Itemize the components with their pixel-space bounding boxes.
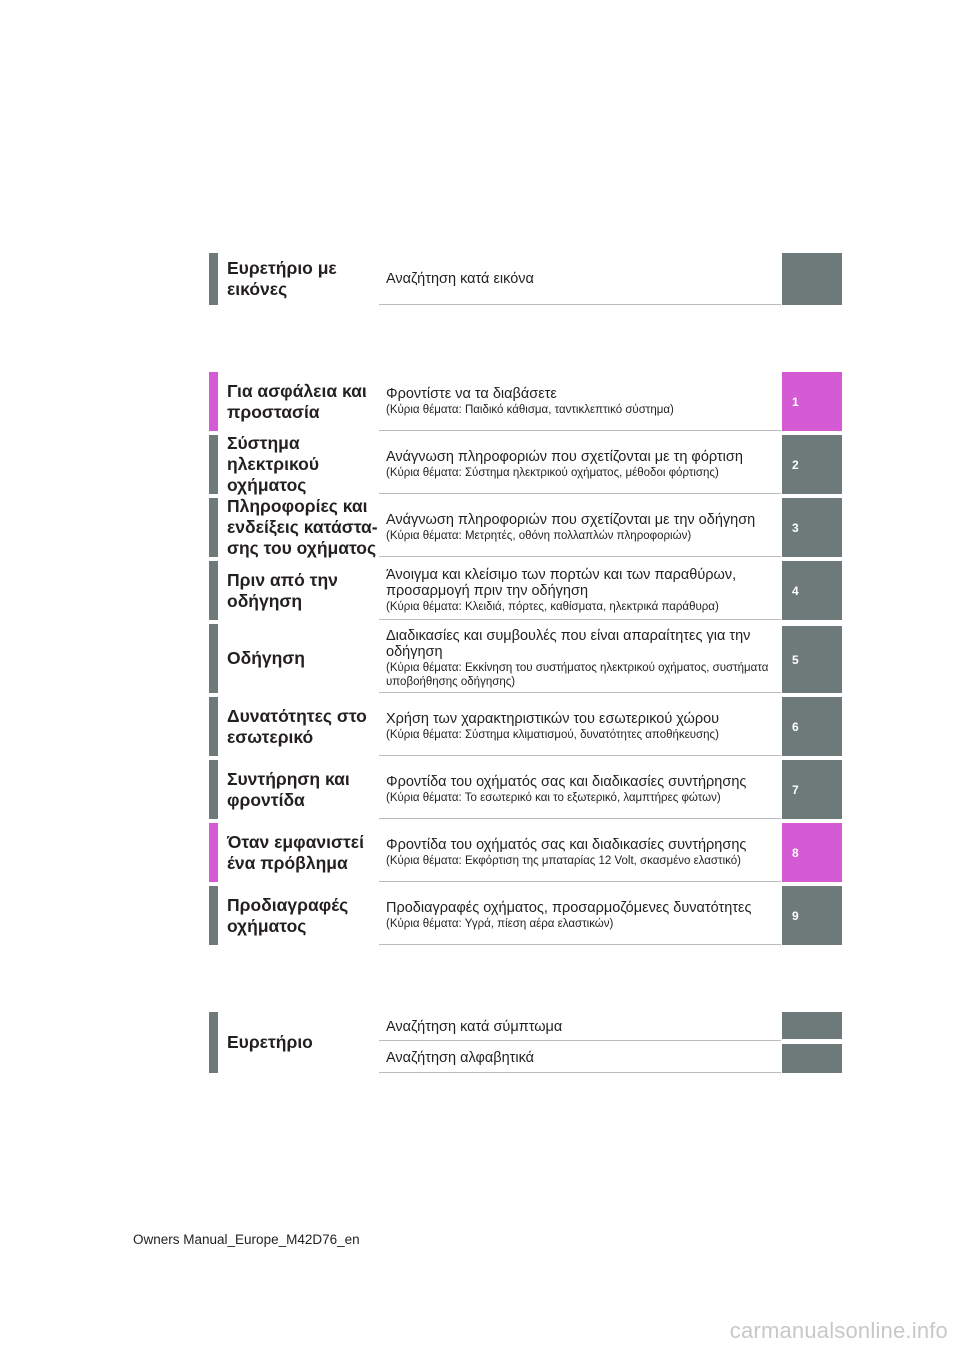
index-title: Ευρετήριο bbox=[227, 1032, 313, 1052]
index-symptom-tab[interactable] bbox=[782, 1012, 842, 1039]
chapter-title: Σύστημα ηλεκτρικού οχήματος bbox=[227, 433, 320, 495]
section-bar bbox=[209, 435, 218, 494]
chapter-number: 4 bbox=[792, 583, 799, 598]
section-bar bbox=[209, 886, 218, 945]
chapter-row-1[interactable] bbox=[209, 372, 842, 431]
chapter-tab[interactable] bbox=[782, 823, 842, 882]
index-item-symptom[interactable] bbox=[379, 1012, 781, 1041]
chapter-number: 5 bbox=[792, 652, 799, 667]
chapter-row-7[interactable] bbox=[209, 760, 842, 819]
chapter-desc-sub: (Κύρια θέματα: Μετρητές, οθόνη πολλαπλών πληροφοριών) bbox=[386, 529, 692, 542]
chapter-tab[interactable] bbox=[782, 886, 842, 945]
chapter-desc-sub: (Κύρια θέματα: Σύστημα ηλεκτρικού οχήματος, μέθοδοι φόρτισης) bbox=[386, 466, 719, 479]
chapter-desc-sub: (Κύρια θέματα: Κλειδιά, πόρτες, καθίσματα, ηλεκτρικά παράθυρα) bbox=[386, 600, 719, 613]
chapter-number: 6 bbox=[792, 719, 799, 734]
chapter-desc-main: Ανάγνωση πληροφοριών που σχετίζονται με την οδήγηση bbox=[386, 511, 756, 528]
chapter-desc bbox=[379, 697, 781, 756]
chapter-desc bbox=[379, 561, 781, 620]
picture-index-desc bbox=[379, 253, 781, 305]
section-bar bbox=[209, 823, 218, 882]
chapter-desc-sub: (Κύρια θέματα: Το εσωτερικό και το εξωτερικό, λαμπτήρες φώτων) bbox=[386, 791, 721, 804]
chapter-number: 9 bbox=[792, 908, 799, 923]
chapter-title: Όταν εμφανιστεί ένα πρόβλημα bbox=[227, 831, 364, 873]
picture-index-title: Ευρετήριο με εικόνες bbox=[227, 258, 337, 299]
chapter-desc-sub: (Κύρια θέματα: Υγρά, πίεση αέρα ελαστικών) bbox=[386, 917, 614, 930]
chapter-tab[interactable] bbox=[782, 626, 842, 693]
chapter-title: Συντήρηση και φροντίδα bbox=[227, 768, 350, 810]
chapter-desc-sub: (Κύρια θέματα: Εκκίνηση του συστήματος ηλεκτρικού οχήματος, συστήματα υποβοήθησης οδήγησης) bbox=[386, 661, 769, 688]
chapter-row-8[interactable] bbox=[209, 823, 842, 882]
chapter-desc-main: Ανάγνωση πληροφοριών που σχετίζονται με τη φόρτιση bbox=[386, 448, 743, 465]
index-item-alphabetical[interactable] bbox=[379, 1043, 781, 1073]
chapter-number: 3 bbox=[792, 520, 799, 535]
chapter-desc-main: Φροντίδα του οχήματός σας και διαδικασίες συντήρησης bbox=[386, 836, 747, 853]
index-section bbox=[209, 1012, 842, 1073]
chapter-row-2[interactable] bbox=[209, 435, 842, 494]
chapter-number: 7 bbox=[792, 782, 799, 797]
section-bar bbox=[209, 624, 218, 693]
chapter-desc-main: Άνοιγμα και κλείσιμο των πορτών και των παραθύρων, προσαρμογή πριν την οδήγηση bbox=[386, 566, 737, 599]
chapter-tab[interactable] bbox=[782, 498, 842, 557]
chapter-desc bbox=[379, 372, 781, 431]
section-bar bbox=[209, 372, 218, 431]
chapter-row-5[interactable] bbox=[209, 624, 842, 693]
chapter-desc-main: Διαδικασίες και συμβουλές που είναι απαραίτητες για την οδήγηση bbox=[386, 627, 751, 660]
chapter-tab[interactable] bbox=[782, 760, 842, 819]
chapter-tab[interactable] bbox=[782, 561, 842, 620]
chapter-number: 2 bbox=[792, 457, 799, 472]
picture-index-desc-text: Αναζήτηση κατά εικόνα bbox=[386, 270, 534, 287]
chapter-title: Πληροφορίες και ενδείξεις κατάστα-σης του οχήματος bbox=[227, 496, 378, 558]
section-bar bbox=[209, 760, 218, 819]
section-bar bbox=[209, 253, 218, 305]
chapter-row-3[interactable] bbox=[209, 498, 842, 557]
chapter-desc-main: Φροντίδα του οχήματός σας και διαδικασίες συντήρησης bbox=[386, 773, 747, 790]
chapter-title: Προδιαγραφές οχήματος bbox=[227, 894, 349, 936]
chapter-desc bbox=[379, 624, 781, 693]
chapter-row-9[interactable] bbox=[209, 886, 842, 945]
picture-index-row[interactable] bbox=[209, 253, 842, 305]
chapter-tab[interactable] bbox=[782, 435, 842, 494]
section-bar bbox=[209, 561, 218, 620]
index-item-label: Αναζήτηση αλφαβητικά bbox=[386, 1050, 535, 1066]
chapter-desc bbox=[379, 435, 781, 494]
chapter-tab[interactable] bbox=[782, 697, 842, 756]
index-item-label: Αναζήτηση κατά σύμπτωμα bbox=[386, 1019, 563, 1035]
chapter-row-4[interactable] bbox=[209, 561, 842, 620]
chapter-desc-main: Χρήση των χαρακτηριστικών του εσωτερικού χώρου bbox=[386, 710, 720, 727]
chapter-desc-sub: (Κύρια θέματα: Σύστημα κλιματισμού, δυνατότητες αποθήκευσης) bbox=[386, 728, 719, 741]
chapter-tab[interactable] bbox=[782, 372, 842, 431]
chapter-desc bbox=[379, 886, 781, 945]
index-alphabetical-tab[interactable] bbox=[782, 1044, 842, 1073]
chapter-desc bbox=[379, 760, 781, 819]
chapter-desc-sub: (Κύρια θέματα: Παιδικό κάθισμα, ταντικλεπτικό σύστημα) bbox=[386, 403, 674, 416]
chapter-desc bbox=[379, 823, 781, 882]
section-bar bbox=[209, 697, 218, 756]
chapter-title: Οδήγηση bbox=[227, 648, 305, 668]
chapter-desc-sub: (Κύρια θέματα: Εκφόρτιση της μπαταρίας 12 Volt, σκασμένο ελαστικό) bbox=[386, 854, 741, 867]
chapter-desc bbox=[379, 498, 781, 557]
chapter-desc-main: Προδιαγραφές οχήματος, προσαρμοζόμενες δυνατότητες bbox=[386, 899, 752, 916]
chapter-number: 1 bbox=[792, 394, 799, 409]
chapter-title: Δυνατότητες στο εσωτερικό bbox=[227, 705, 367, 747]
footer-text: Owners Manual_Europe_M42D76_en bbox=[133, 1232, 360, 1247]
chapter-desc-main: Φροντίστε να τα διαβάσετε bbox=[386, 385, 557, 402]
chapter-row-6[interactable] bbox=[209, 697, 842, 756]
chapter-number: 8 bbox=[792, 845, 799, 860]
picture-index-tab[interactable] bbox=[782, 253, 842, 305]
chapter-title: Για ασφάλεια και προστασία bbox=[227, 380, 367, 422]
chapter-title: Πριν από την οδήγηση bbox=[227, 569, 338, 611]
section-bar bbox=[209, 1012, 218, 1073]
section-bar bbox=[209, 498, 218, 557]
watermark: carmanualsonline.info bbox=[729, 1318, 948, 1343]
